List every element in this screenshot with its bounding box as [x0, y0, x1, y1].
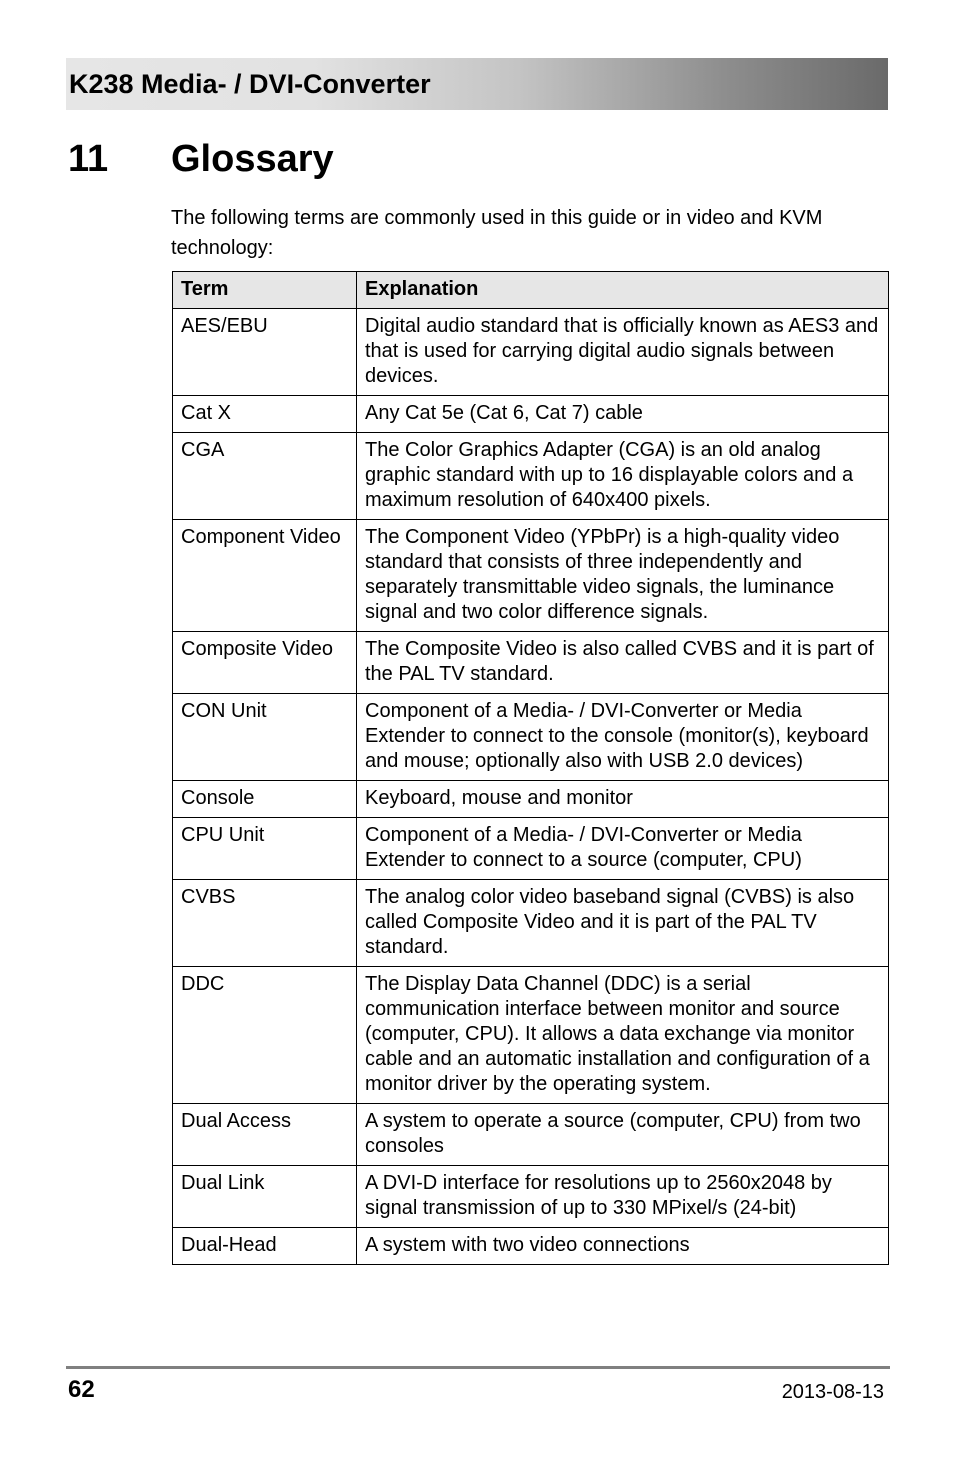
explanation-cell: Component of a Media- / DVI-Converter or Media Extender to connect to a source (computer, CPU) — [357, 818, 889, 880]
table-header-row — [173, 272, 889, 309]
running-header — [66, 58, 888, 110]
table-row — [173, 309, 889, 396]
table-row — [173, 1228, 889, 1265]
explanation-cell: Keyboard, mouse and monitor — [357, 781, 889, 818]
term-cell: Component Video — [173, 520, 357, 632]
glossary-table — [172, 271, 889, 1265]
table-row — [173, 880, 889, 967]
explanation-cell: The analog color video baseband signal (CVBS) is also called Composite Video and it is part of the PAL TV standard. — [357, 880, 889, 967]
term-cell: CPU Unit — [173, 818, 357, 880]
table-row — [173, 781, 889, 818]
table-row — [173, 1104, 889, 1166]
table-row — [173, 967, 889, 1104]
table-row — [173, 818, 889, 880]
footer-divider — [66, 1366, 890, 1369]
term-cell: Console — [173, 781, 357, 818]
explanation-cell: Component of a Media- / DVI-Converter or Media Extender to connect to the console (monitor(s), keyboard and mouse; optionally also with USB 2.0 devices) — [357, 694, 889, 781]
explanation-cell: The Component Video (YPbPr) is a high-quality video standard that consists of three independently and separately transmittable video signals, the luminance signal and two color difference signals. — [357, 520, 889, 632]
term-cell: Cat X — [173, 396, 357, 433]
term-cell: CGA — [173, 433, 357, 520]
explanation-cell: A system to operate a source (computer, CPU) from two consoles — [357, 1104, 889, 1166]
term-cell: CVBS — [173, 880, 357, 967]
term-cell: AES/EBU — [173, 309, 357, 396]
table-row — [173, 396, 889, 433]
header-title: K238 Media- / DVI-Converter — [69, 69, 431, 99]
term-cell: DDC — [173, 967, 357, 1104]
term-cell: Dual-Head — [173, 1228, 357, 1265]
chapter-heading — [68, 136, 334, 182]
column-header-term: Term — [173, 272, 357, 309]
term-cell: Composite Video — [173, 632, 357, 694]
table-row — [173, 520, 889, 632]
column-header-explanation: Explanation — [357, 272, 889, 309]
page-number: 62 — [68, 1376, 95, 1403]
term-cell: CON Unit — [173, 694, 357, 781]
explanation-cell: The Color Graphics Adapter (CGA) is an old analog graphic standard with up to 16 displayable colors and a maximum resolution of 640x400 pixels. — [357, 433, 889, 520]
table-row — [173, 632, 889, 694]
table-row — [173, 433, 889, 520]
table-row — [173, 1166, 889, 1228]
term-cell: Dual Link — [173, 1166, 357, 1228]
table-row — [173, 694, 889, 781]
explanation-cell: The Display Data Channel (DDC) is a serial communication interface between monitor and source (computer, CPU). It allows a data exchange via monitor cable and an automatic installation and configuration of a monitor driver by the operating system. — [357, 967, 889, 1104]
intro-paragraph: The following terms are commonly used in this guide or in video and KVM technology: — [171, 207, 823, 259]
explanation-cell: Digital audio standard that is officially known as AES3 and that is used for carrying digital audio signals between devices. — [357, 309, 889, 396]
explanation-cell: Any Cat 5e (Cat 6, Cat 7) cable — [357, 396, 889, 433]
explanation-cell: The Composite Video is also called CVBS and it is part of the PAL TV standard. — [357, 632, 889, 694]
explanation-cell: A DVI-D interface for resolutions up to 2560x2048 by signal transmission of up to 330 MPixel/s (24-bit) — [357, 1166, 889, 1228]
chapter-number: 11 — [68, 138, 109, 180]
chapter-title: Glossary — [171, 138, 334, 180]
term-cell: Dual Access — [173, 1104, 357, 1166]
explanation-cell: A system with two video connections — [357, 1228, 889, 1265]
page-date: 2013-08-13 — [781, 1381, 884, 1403]
